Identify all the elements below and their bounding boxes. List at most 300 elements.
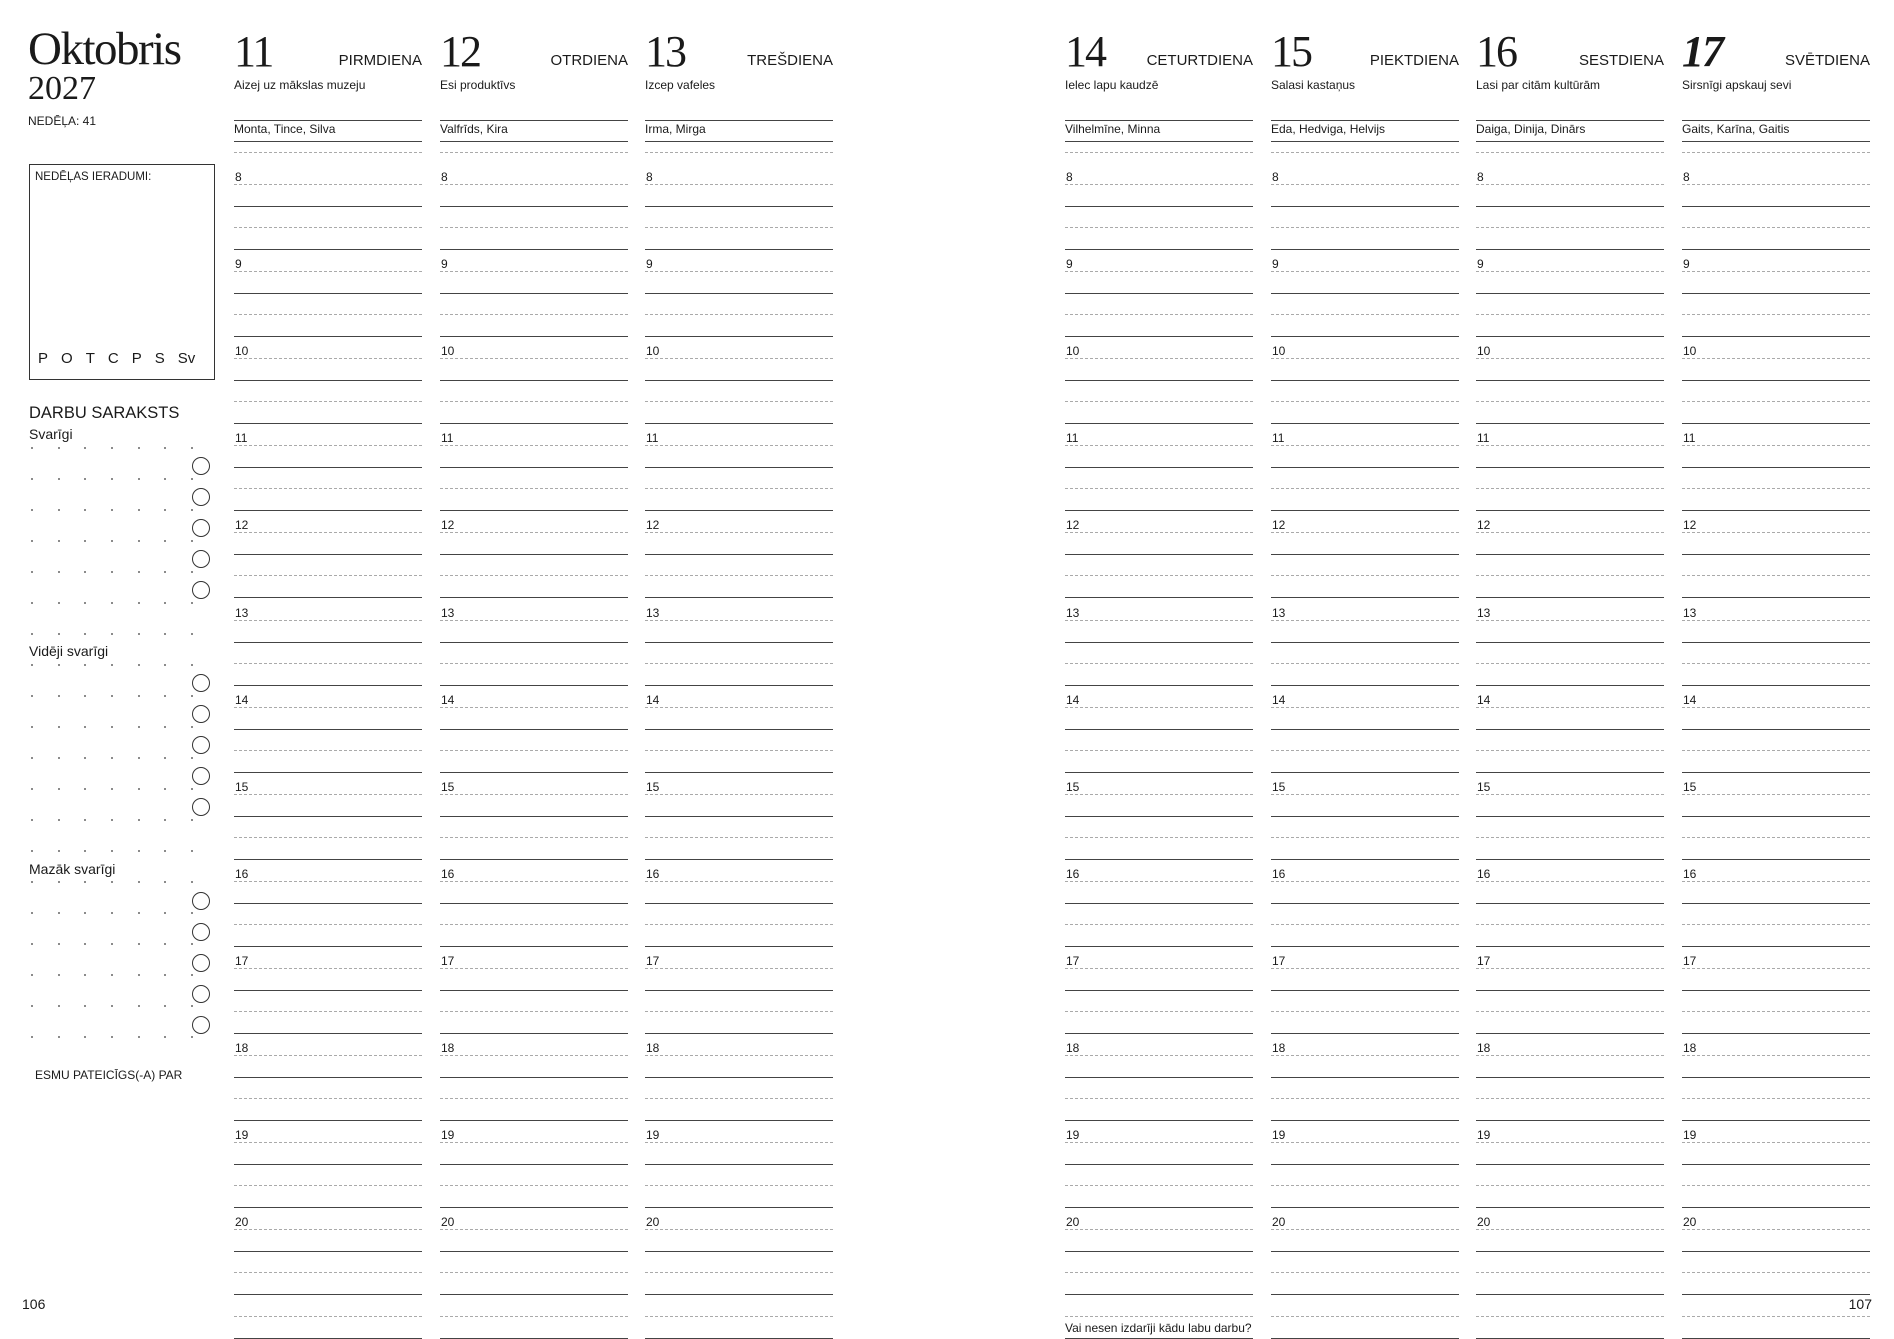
dot bbox=[84, 1036, 86, 1038]
rule bbox=[440, 663, 628, 664]
rule bbox=[1271, 445, 1459, 446]
dot-row bbox=[31, 788, 193, 790]
day-number: 17 bbox=[1682, 27, 1722, 76]
rule bbox=[440, 1120, 628, 1121]
rule bbox=[234, 1011, 422, 1012]
rule bbox=[1476, 152, 1664, 153]
rule bbox=[440, 837, 628, 838]
todo-title: DARBU SARAKSTS bbox=[29, 404, 180, 422]
dot bbox=[111, 943, 113, 945]
dot bbox=[191, 478, 193, 480]
day-number: 16 bbox=[1476, 27, 1516, 76]
rule bbox=[645, 152, 833, 153]
hour-label: 17 bbox=[1477, 953, 1491, 968]
dot bbox=[58, 633, 60, 635]
day-column bbox=[440, 0, 628, 1324]
rule bbox=[645, 620, 833, 621]
rule bbox=[1682, 1164, 1870, 1165]
rule bbox=[1476, 837, 1664, 838]
rule bbox=[1065, 293, 1253, 294]
rule bbox=[1682, 227, 1870, 228]
dot bbox=[111, 478, 113, 480]
hour-label: 17 bbox=[441, 953, 455, 968]
hour-label: 18 bbox=[1683, 1041, 1697, 1055]
dot bbox=[138, 695, 140, 697]
rule bbox=[645, 1120, 833, 1121]
rule bbox=[1271, 1207, 1459, 1208]
rule bbox=[645, 1207, 833, 1208]
dot bbox=[138, 602, 140, 604]
dot bbox=[111, 447, 113, 449]
dot bbox=[31, 478, 33, 480]
dot bbox=[58, 974, 60, 976]
rule bbox=[645, 120, 833, 121]
hour-label: 12 bbox=[1066, 518, 1080, 533]
dot bbox=[84, 633, 86, 635]
day-name: PIEKTDIENA bbox=[1369, 52, 1459, 69]
rule bbox=[1271, 336, 1459, 337]
dot bbox=[138, 974, 140, 976]
rule bbox=[1682, 794, 1870, 795]
rule bbox=[234, 685, 422, 686]
name-days: Monta, Tince, Silva bbox=[234, 122, 336, 136]
todo-checkbox[interactable] bbox=[192, 985, 210, 1003]
rule bbox=[1476, 881, 1664, 882]
dot bbox=[111, 602, 113, 604]
rule bbox=[234, 293, 422, 294]
rule bbox=[1271, 184, 1459, 185]
hour-label: 20 bbox=[646, 1215, 660, 1230]
rule bbox=[440, 685, 628, 686]
rule bbox=[234, 707, 422, 708]
rule bbox=[1065, 1164, 1253, 1165]
rule bbox=[440, 1185, 628, 1186]
rule bbox=[1271, 271, 1459, 272]
rule bbox=[1476, 663, 1664, 664]
rule bbox=[1476, 1229, 1664, 1230]
rule bbox=[1682, 859, 1870, 860]
hour-label: 13 bbox=[1683, 605, 1697, 620]
rule bbox=[645, 141, 833, 142]
rule bbox=[1476, 445, 1664, 446]
todo-checkbox[interactable] bbox=[192, 954, 210, 972]
rule bbox=[234, 1207, 422, 1208]
dot bbox=[191, 881, 193, 883]
rule bbox=[234, 620, 422, 621]
todo-checkbox[interactable] bbox=[192, 736, 210, 754]
rule bbox=[1682, 249, 1870, 250]
rule bbox=[1065, 946, 1253, 947]
rule bbox=[440, 206, 628, 207]
hour-label: 16 bbox=[441, 866, 455, 881]
todo-checkbox[interactable] bbox=[192, 581, 210, 599]
rule bbox=[1065, 816, 1253, 817]
rule bbox=[1476, 597, 1664, 598]
rule bbox=[1682, 816, 1870, 817]
dot bbox=[84, 974, 86, 976]
rule bbox=[1271, 1164, 1459, 1165]
rule bbox=[1271, 1316, 1459, 1317]
dot bbox=[111, 819, 113, 821]
hour-label: 17 bbox=[1683, 953, 1697, 968]
rule bbox=[234, 120, 422, 121]
dot bbox=[164, 757, 166, 759]
rule bbox=[1476, 532, 1664, 533]
todo-group-label: Svarīgi bbox=[29, 426, 73, 442]
rule bbox=[234, 532, 422, 533]
rule bbox=[1476, 1164, 1664, 1165]
dot bbox=[191, 1036, 193, 1038]
day-column bbox=[645, 0, 833, 1324]
hour-label: 16 bbox=[1683, 866, 1697, 881]
todo-checkbox[interactable] bbox=[192, 705, 210, 723]
dot bbox=[84, 757, 86, 759]
rule bbox=[234, 227, 422, 228]
rule bbox=[1476, 249, 1664, 250]
hour-label: 9 bbox=[1272, 257, 1279, 272]
rule bbox=[234, 859, 422, 860]
rule bbox=[1065, 794, 1253, 795]
rule bbox=[645, 990, 833, 991]
rule bbox=[1476, 1077, 1664, 1078]
rule bbox=[645, 227, 833, 228]
name-days: Irma, Mirga bbox=[645, 122, 706, 136]
day-motto: Aizej uz mākslas muzeju bbox=[234, 78, 366, 92]
dot-row bbox=[31, 571, 193, 573]
dot bbox=[191, 757, 193, 759]
rule bbox=[1065, 358, 1253, 359]
todo-checkbox[interactable] bbox=[192, 550, 210, 568]
rule bbox=[440, 467, 628, 468]
hour-label: 12 bbox=[1477, 518, 1491, 533]
rule bbox=[234, 597, 422, 598]
rule bbox=[1065, 1142, 1253, 1143]
rule bbox=[1476, 554, 1664, 555]
dot-row bbox=[31, 447, 193, 449]
rule bbox=[1476, 510, 1664, 511]
hour-label: 11 bbox=[441, 431, 454, 446]
rule bbox=[645, 903, 833, 904]
rule bbox=[1476, 141, 1664, 142]
rule bbox=[234, 1164, 422, 1165]
rule bbox=[1682, 1142, 1870, 1143]
dot bbox=[58, 602, 60, 604]
dot bbox=[191, 664, 193, 666]
rule bbox=[234, 401, 422, 402]
hour-label: 19 bbox=[1066, 1128, 1080, 1143]
todo-checkbox[interactable] bbox=[192, 488, 210, 506]
hour-label: 20 bbox=[1477, 1215, 1491, 1230]
rule bbox=[440, 772, 628, 773]
rule bbox=[1682, 206, 1870, 207]
hour-label: 15 bbox=[1683, 779, 1697, 794]
hour-label: 13 bbox=[235, 605, 249, 620]
rule bbox=[234, 467, 422, 468]
rule bbox=[1682, 488, 1870, 489]
rule bbox=[645, 794, 833, 795]
todo-group-label: Mazāk svarīgi bbox=[29, 861, 116, 877]
hour-label: 8 bbox=[1683, 170, 1690, 184]
rule bbox=[1271, 772, 1459, 773]
hour-label: 9 bbox=[1683, 257, 1690, 272]
rule bbox=[234, 750, 422, 751]
day-column bbox=[1271, 0, 1459, 1324]
hour-label: 18 bbox=[441, 1041, 455, 1055]
todo-checkbox[interactable] bbox=[192, 923, 210, 941]
dot bbox=[111, 912, 113, 914]
rule bbox=[1065, 597, 1253, 598]
rule bbox=[1271, 1077, 1459, 1078]
rule bbox=[440, 141, 628, 142]
rule bbox=[234, 206, 422, 207]
dot-row bbox=[31, 633, 193, 635]
todo-checkbox[interactable] bbox=[192, 892, 210, 910]
dot bbox=[58, 757, 60, 759]
rule bbox=[645, 1294, 833, 1295]
dot bbox=[31, 1036, 33, 1038]
rule bbox=[440, 120, 628, 121]
dot bbox=[31, 602, 33, 604]
hour-label: 12 bbox=[646, 518, 660, 533]
rule bbox=[1271, 968, 1459, 969]
rule bbox=[1065, 1207, 1253, 1208]
habit-day: T bbox=[85, 350, 95, 367]
dot bbox=[164, 633, 166, 635]
rule bbox=[234, 488, 422, 489]
dot bbox=[164, 602, 166, 604]
todo-checkbox[interactable] bbox=[192, 1016, 210, 1034]
dot bbox=[31, 819, 33, 821]
dot bbox=[138, 633, 140, 635]
rule bbox=[1271, 532, 1459, 533]
rule bbox=[645, 1055, 833, 1056]
dot bbox=[111, 633, 113, 635]
dot-row bbox=[31, 881, 193, 883]
rule bbox=[1476, 707, 1664, 708]
day-motto: Ielec lapu kaudzē bbox=[1065, 78, 1159, 92]
rule bbox=[234, 663, 422, 664]
rule bbox=[1271, 120, 1459, 121]
rule bbox=[1682, 1033, 1870, 1034]
rule bbox=[440, 380, 628, 381]
day-number: 13 bbox=[645, 27, 685, 76]
rule bbox=[440, 794, 628, 795]
rule bbox=[234, 1077, 422, 1078]
dot bbox=[191, 1005, 193, 1007]
dot bbox=[191, 943, 193, 945]
dot bbox=[138, 912, 140, 914]
hour-label: 19 bbox=[441, 1128, 455, 1143]
rule bbox=[1271, 401, 1459, 402]
rule bbox=[645, 663, 833, 664]
rule bbox=[1271, 924, 1459, 925]
rule bbox=[440, 401, 628, 402]
rule bbox=[440, 946, 628, 947]
rule bbox=[234, 968, 422, 969]
rule bbox=[1271, 1098, 1459, 1099]
rule bbox=[234, 1033, 422, 1034]
rule bbox=[1476, 423, 1664, 424]
todo-checkbox[interactable] bbox=[192, 798, 210, 816]
rule bbox=[1476, 924, 1664, 925]
dot-row bbox=[31, 912, 193, 914]
hour-label: 14 bbox=[441, 692, 455, 707]
rule bbox=[1065, 120, 1253, 121]
rule bbox=[234, 1272, 422, 1273]
day-name: PIRMDIENA bbox=[338, 52, 422, 69]
dot bbox=[164, 850, 166, 852]
dot bbox=[191, 788, 193, 790]
rule bbox=[1065, 1077, 1253, 1078]
rule bbox=[1476, 1142, 1664, 1143]
rule bbox=[645, 293, 833, 294]
rule bbox=[1682, 293, 1870, 294]
rule bbox=[234, 1185, 422, 1186]
rule bbox=[234, 1229, 422, 1230]
rule bbox=[234, 575, 422, 576]
hour-label: 17 bbox=[235, 953, 249, 968]
rule bbox=[645, 1272, 833, 1273]
dot bbox=[58, 1005, 60, 1007]
dot-row bbox=[31, 757, 193, 759]
rule bbox=[1682, 152, 1870, 153]
rule bbox=[1682, 881, 1870, 882]
dot bbox=[111, 726, 113, 728]
rule bbox=[1065, 1251, 1253, 1252]
rule bbox=[1682, 1294, 1870, 1295]
rule bbox=[1476, 336, 1664, 337]
hour-label: 9 bbox=[235, 257, 242, 272]
day-number: 11 bbox=[234, 27, 273, 76]
page-number-left: 106 bbox=[22, 1296, 46, 1312]
hour-label: 9 bbox=[646, 257, 653, 272]
rule bbox=[1476, 794, 1664, 795]
dot bbox=[31, 1005, 33, 1007]
rule bbox=[440, 1272, 628, 1273]
rule bbox=[1682, 620, 1870, 621]
dot-row bbox=[31, 1005, 193, 1007]
rule bbox=[1271, 554, 1459, 555]
rule bbox=[645, 184, 833, 185]
hour-label: 15 bbox=[1066, 779, 1080, 794]
rule bbox=[234, 380, 422, 381]
dot bbox=[191, 695, 193, 697]
dot bbox=[164, 1036, 166, 1038]
dot-row bbox=[31, 540, 193, 542]
dot bbox=[84, 726, 86, 728]
dot bbox=[191, 571, 193, 573]
hour-label: 14 bbox=[1477, 692, 1491, 707]
month-title: Oktobris bbox=[28, 23, 181, 75]
dot bbox=[111, 695, 113, 697]
rule bbox=[234, 946, 422, 947]
dot-row bbox=[31, 819, 193, 821]
dot bbox=[138, 571, 140, 573]
dot bbox=[111, 664, 113, 666]
rule bbox=[1476, 1251, 1664, 1252]
dot bbox=[84, 540, 86, 542]
dot-row bbox=[31, 478, 193, 480]
rule bbox=[645, 1164, 833, 1165]
day-name: SVĒTDIENA bbox=[1784, 52, 1870, 69]
rule bbox=[440, 881, 628, 882]
hour-label: 17 bbox=[646, 953, 660, 968]
hour-label: 11 bbox=[1272, 431, 1285, 446]
dot bbox=[138, 540, 140, 542]
rule bbox=[1476, 750, 1664, 751]
rule bbox=[1065, 423, 1253, 424]
dot bbox=[84, 1005, 86, 1007]
rule bbox=[1065, 685, 1253, 686]
dot bbox=[111, 974, 113, 976]
rule bbox=[1271, 881, 1459, 882]
dot bbox=[84, 850, 86, 852]
rule bbox=[234, 1055, 422, 1056]
rule bbox=[1065, 1316, 1253, 1317]
rule bbox=[1682, 750, 1870, 751]
rule bbox=[1065, 924, 1253, 925]
rule bbox=[645, 358, 833, 359]
dot bbox=[164, 540, 166, 542]
rule bbox=[234, 554, 422, 555]
rule bbox=[440, 1164, 628, 1165]
todo-checkbox[interactable] bbox=[192, 674, 210, 692]
rule bbox=[440, 1098, 628, 1099]
rule bbox=[440, 1294, 628, 1295]
rule bbox=[1271, 575, 1459, 576]
rule bbox=[1682, 575, 1870, 576]
dot bbox=[191, 602, 193, 604]
hour-label: 10 bbox=[1477, 344, 1491, 359]
rule bbox=[1476, 227, 1664, 228]
todo-checkbox[interactable] bbox=[192, 457, 210, 475]
todo-checkbox[interactable] bbox=[192, 767, 210, 785]
todo-checkbox[interactable] bbox=[192, 519, 210, 537]
dot bbox=[84, 943, 86, 945]
rule bbox=[645, 1316, 833, 1317]
dot bbox=[138, 788, 140, 790]
rule bbox=[1682, 946, 1870, 947]
hour-label: 12 bbox=[441, 518, 455, 533]
rule bbox=[1271, 206, 1459, 207]
rule bbox=[645, 837, 833, 838]
hour-label: 13 bbox=[1477, 605, 1491, 620]
rule bbox=[1065, 575, 1253, 576]
rule bbox=[645, 1077, 833, 1078]
hour-label: 19 bbox=[1477, 1128, 1491, 1143]
rule bbox=[234, 1142, 422, 1143]
rule bbox=[1682, 1316, 1870, 1317]
rule bbox=[440, 293, 628, 294]
rule bbox=[1271, 990, 1459, 991]
rule bbox=[234, 510, 422, 511]
rule bbox=[645, 488, 833, 489]
habits-title: NEDĒĻAS IERADUMI: bbox=[35, 171, 152, 183]
rule bbox=[1271, 1272, 1459, 1273]
dot bbox=[84, 881, 86, 883]
dot bbox=[31, 509, 33, 511]
habit-days bbox=[38, 350, 195, 367]
rule bbox=[440, 488, 628, 489]
rule bbox=[1476, 968, 1664, 969]
rule bbox=[1476, 314, 1664, 315]
hour-label: 20 bbox=[1683, 1215, 1697, 1230]
dot-row bbox=[31, 1036, 193, 1038]
rule bbox=[645, 1251, 833, 1252]
rule bbox=[234, 729, 422, 730]
hour-label: 10 bbox=[1683, 344, 1697, 359]
rule bbox=[645, 881, 833, 882]
